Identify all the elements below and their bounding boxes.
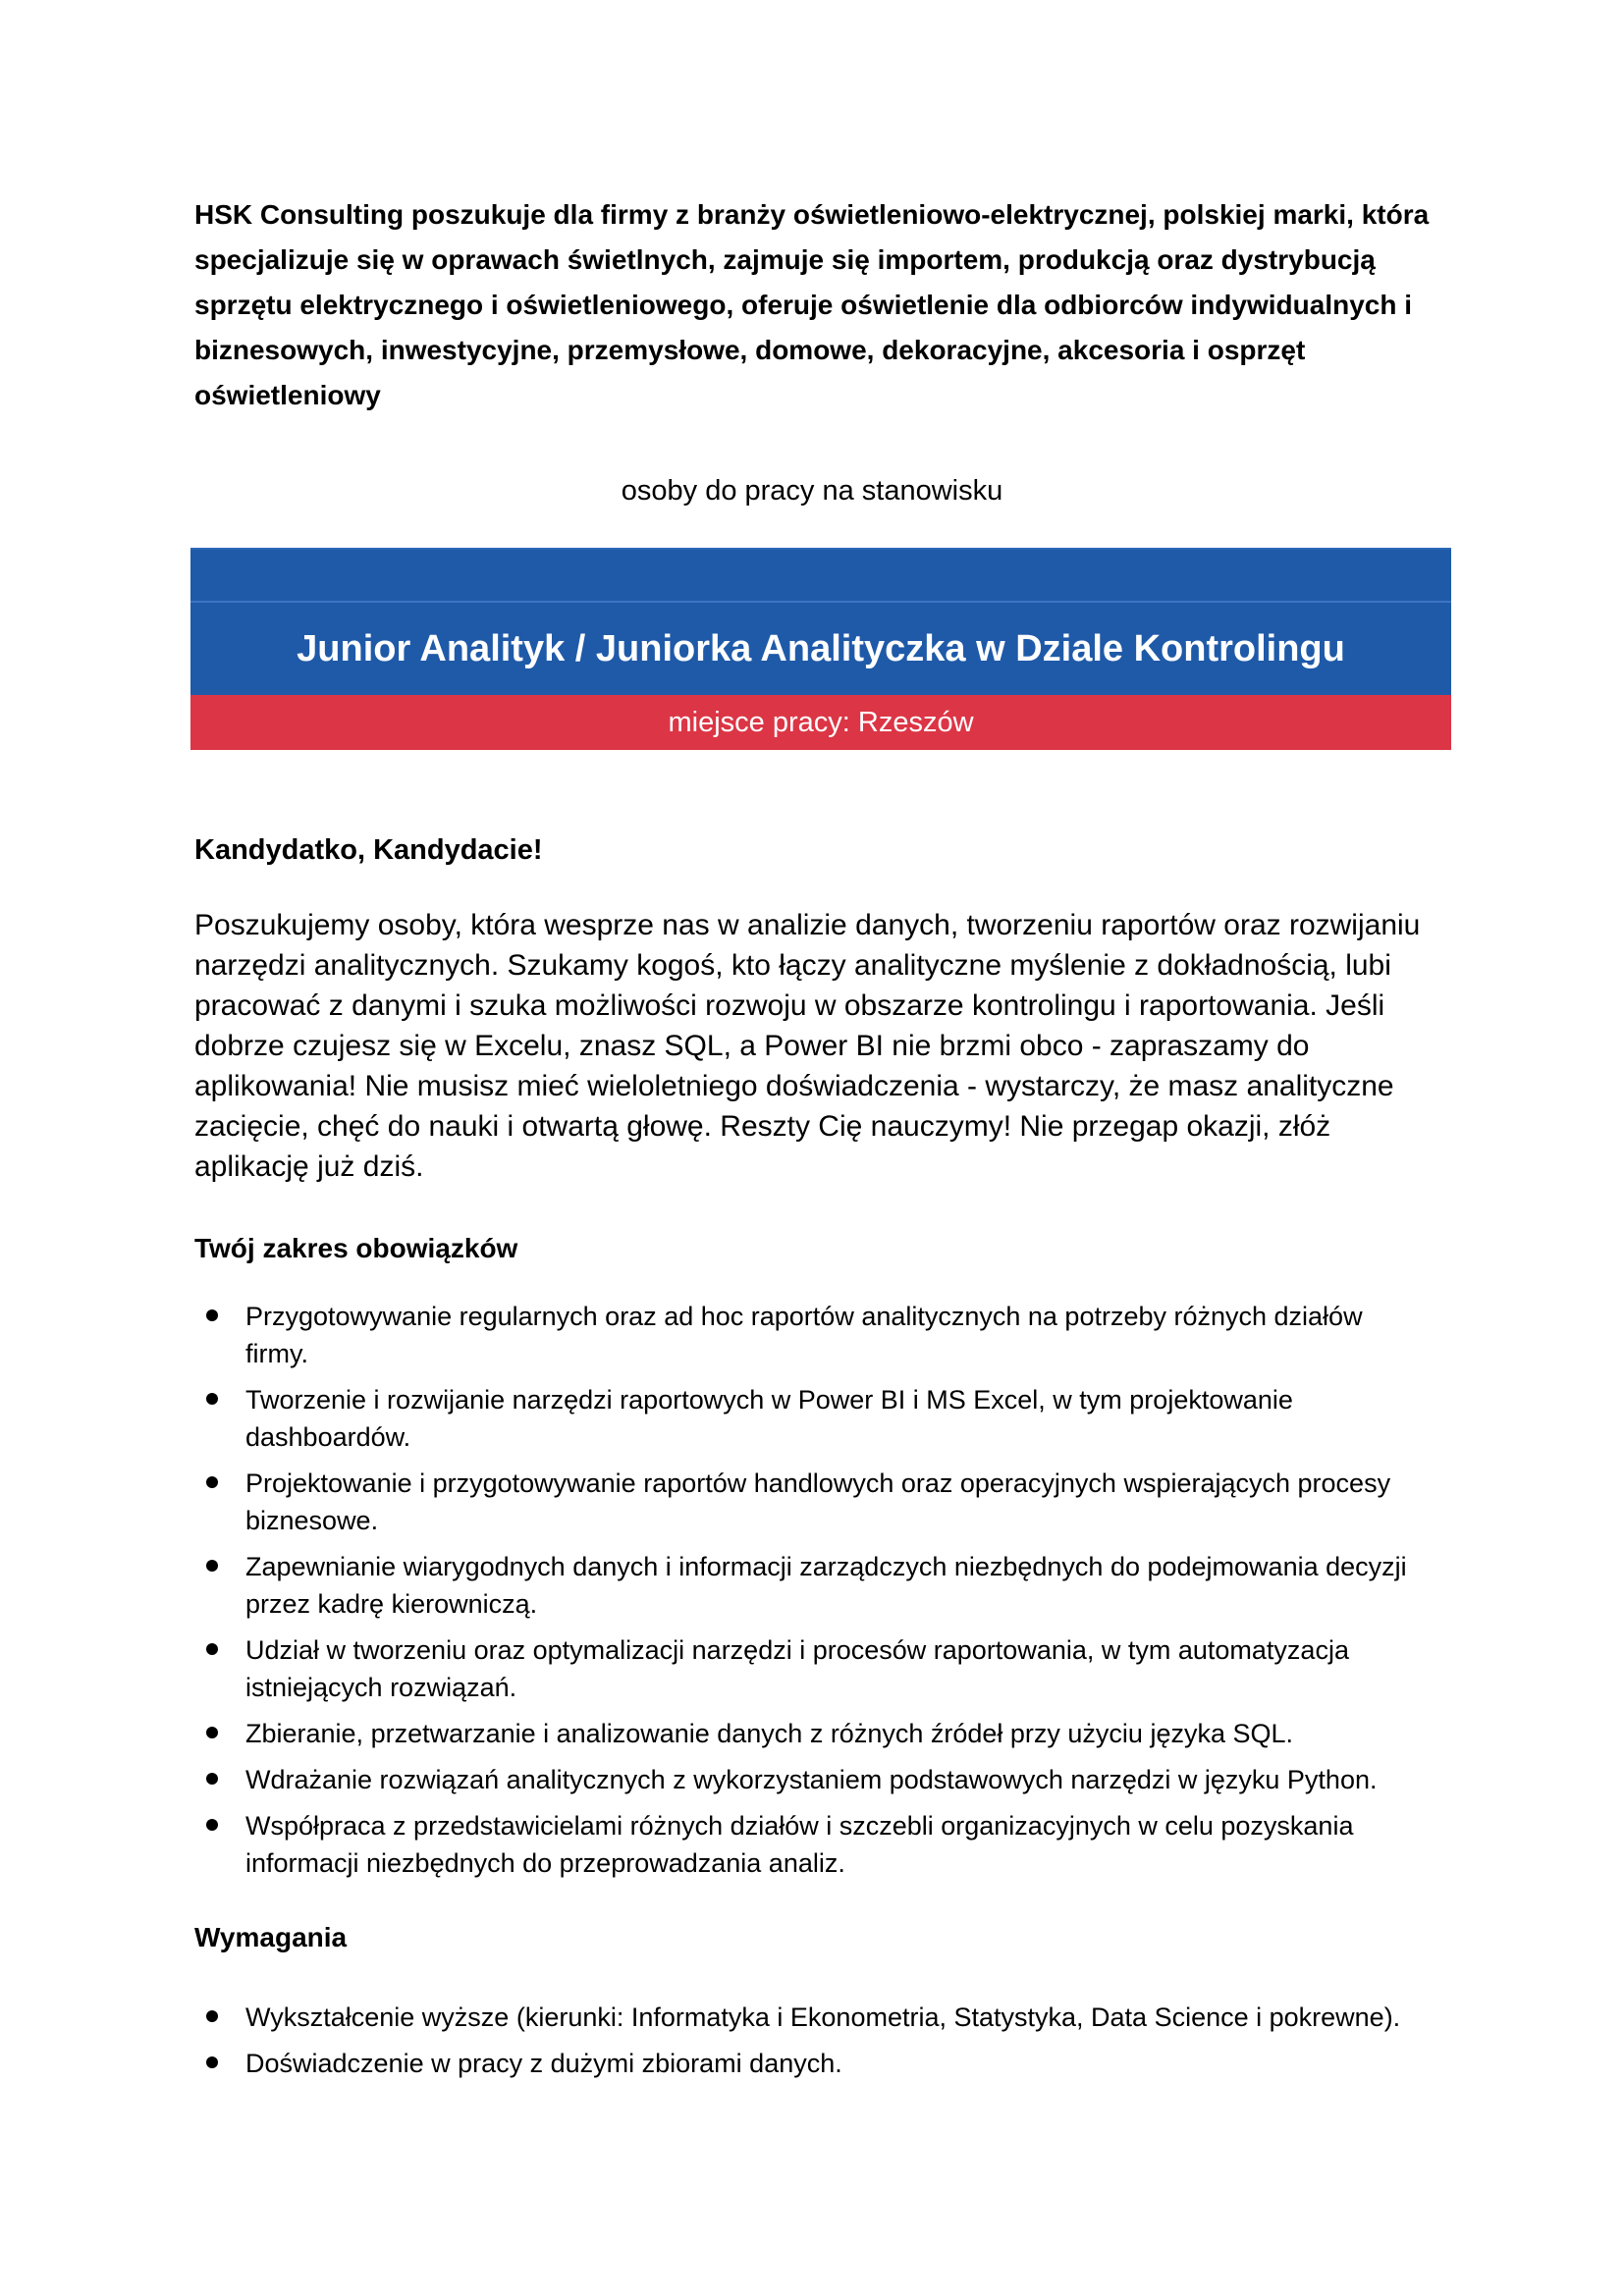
list-item-text: Doświadczenie w pracy z dużymi zbiorami danych. — [245, 2049, 842, 2078]
bullet-icon — [206, 2010, 218, 2022]
duties-heading: Twój zakres obowiązków — [194, 1233, 518, 1263]
bullet-icon — [206, 1819, 218, 1831]
job-title: Junior Analityk / Juniorka Analityczka w Dziale Kontrolingu — [297, 628, 1345, 669]
bullet-icon — [206, 1560, 218, 1572]
requirements-list — [194, 1999, 1430, 2091]
list-item — [194, 1999, 1430, 2036]
list-item-text: Zapewnianie wiarygodnych danych i informacji zarządczych niezbędnych do podejmowania decyzji przez kadrę kierowniczą. — [245, 1552, 1407, 1619]
list-item — [194, 1465, 1430, 1539]
bullet-icon — [206, 1476, 218, 1488]
requirements-heading: Wymagania — [194, 1922, 348, 1952]
list-item — [194, 1807, 1430, 1882]
bullet-icon — [206, 2056, 218, 2068]
bullet-icon — [206, 1309, 218, 1321]
list-item-text: Przygotowywanie regularnych oraz ad hoc raportów analitycznych na potrzeby różnych działów firmy. — [245, 1302, 1363, 1368]
job-location: miejsce pracy: Rzeszów — [668, 707, 974, 738]
list-item — [194, 1631, 1430, 1706]
list-item-text: Udział w tworzeniu oraz optymalizacji narzędzi i procesów raportowania, w tym automatyzacja istniejących rozwiązań. — [245, 1635, 1349, 1702]
bullet-icon — [206, 1643, 218, 1655]
list-item — [194, 1298, 1430, 1372]
list-item-text: Tworzenie i rozwijanie narzędzi raportowych w Power BI i MS Excel, w tym projektowanie dashboardów. — [245, 1385, 1293, 1452]
description-paragraph: Poszukujemy osoby, która wesprze nas w analizie danych, tworzeniu raportów oraz rozwijaniu narzędzi analitycznych. Szukamy kogoś, kto łączy analityczne myślenie z dokładnością, lubi pracować z danymi i szuka możliwości rozwoju w obszarze kontrolingu i raportowania. Jeśli dobrze czujesz się w Excelu, znasz SQL, a Power BI nie brzmi obco - zapraszamy do aplikowania! Nie musisz mieć wieloletniego doświadczenia - wystarczy, że masz analityczne zacięcie, chęć do nauki i otwartą głowę. Reszty Cię nauczymy! Nie przegap okazji, złóż aplikację już dziś. — [194, 909, 1421, 1183]
list-item — [194, 1761, 1430, 1798]
list-item-text: Wdrażanie rozwiązań analitycznych z wykorzystaniem podstawowych narzędzi w języku Python. — [245, 1765, 1378, 1794]
position-subtitle: osoby do pracy na stanowisku — [621, 475, 1003, 507]
list-item-text: Zbieranie, przetwarzanie i analizowanie danych z różnych źródeł przy użyciu języka SQL. — [245, 1719, 1294, 1748]
list-item-text: Współpraca z przedstawicielami różnych działów i szczebli organizacyjnych w celu pozyskania informacji niezbędnych do przeprowadzania analiz. — [245, 1811, 1354, 1878]
list-item — [194, 1548, 1430, 1623]
intro-paragraph: HSK Consulting poszukuje dla firmy z branży oświetleniowo-elektrycznej, polskiej marki, która specjalizuje się w oprawach świetlnych, zajmuje się importem, produkcją oraz dystrybucją sprzętu elektrycznego i oświetleniowego, oferuje oświetlenie dla odbiorców indywidualnych i biznesowych, inwestycyjne, przemysłowe, domowe, dekoracyjne, akcesoria i osprzęt oświetleniowy — [194, 199, 1430, 410]
bullet-icon — [206, 1773, 218, 1785]
list-item — [194, 1381, 1430, 1456]
greeting: Kandydatko, Kandydacie! — [194, 834, 543, 866]
job-title-banner — [190, 548, 1451, 750]
list-item — [194, 2045, 1430, 2082]
list-item-text: Projektowanie i przygotowywanie raportów handlowych oraz operacyjnych wspierających procesy biznesowe. — [245, 1468, 1391, 1535]
bullet-icon — [206, 1393, 218, 1405]
duties-list — [194, 1298, 1430, 1891]
list-item — [194, 1715, 1430, 1752]
list-item-text: Wykształcenie wyższe (kierunki: Informatyka i Ekonometria, Statystyka, Data Science i pokrewne). — [245, 2002, 1401, 2032]
bullet-icon — [206, 1727, 218, 1738]
